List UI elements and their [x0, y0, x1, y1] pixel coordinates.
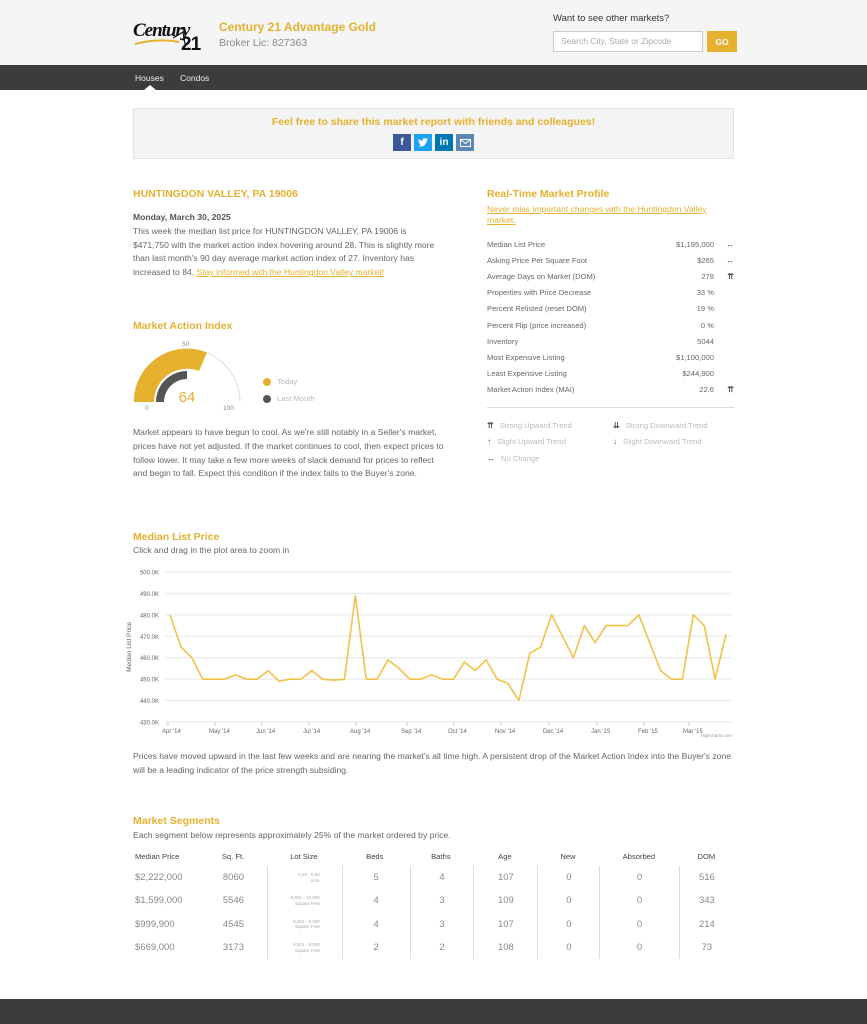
chart-title: Median List Price: [133, 531, 220, 543]
profile-label: Market Action Index (MAI): [487, 385, 575, 395]
x-tick-label: Aug '14: [350, 729, 371, 735]
column-header: Age: [498, 852, 512, 861]
lot-unit: acre: [310, 877, 320, 883]
share-box: [133, 108, 734, 159]
mai-title: Market Action Index: [133, 320, 233, 332]
profile-value: 278: [701, 271, 714, 281]
svg-text:21: 21: [181, 34, 201, 52]
mai-description: Market appears to have begun to cool. As we're still notably in a Seller's market, prices have not yet adjusted. If the market continues to cool, then expect prices to follow lower. It may take a few more weeks of slack demand for prices to reflect and begin to fall. Expect this condition if the index falls to the Buyer's zone.: [133, 427, 444, 479]
cell-sqft: 8060: [222, 872, 245, 884]
profile-row: [487, 349, 734, 365]
cell-new: 0: [537, 866, 599, 889]
gauge-min: 0: [145, 405, 149, 412]
lot-size-cell: [267, 936, 341, 959]
cell-age: 108: [473, 936, 537, 959]
go-button[interactable]: GO: [707, 31, 737, 52]
search-input[interactable]: Search City, State or Zipcode: [553, 31, 703, 52]
y-tick-label: 450.0K: [139, 677, 159, 684]
y-tick-label: 440.0K: [139, 699, 159, 706]
share-message: Feel free to share this market report with friends and colleagues!: [271, 116, 596, 128]
y-tick-label: 480.0K: [139, 613, 159, 620]
gauge-mid: 50: [182, 341, 190, 348]
profile-label: Asking Price Per Square Foot: [487, 255, 588, 265]
profile-label: Median List Price: [487, 239, 546, 249]
trend-symbol-icon: ⇊: [613, 421, 620, 430]
active-tab-indicator: [144, 85, 156, 90]
profile-row: [487, 366, 734, 382]
cell-baths: 3: [410, 889, 474, 912]
profile-label: Average Days on Market (DOM): [487, 271, 596, 281]
today-dot: [263, 378, 271, 386]
column-header: Baths: [431, 852, 451, 861]
trend-symbol-icon: ↓: [613, 437, 617, 446]
cell-baths: 3: [410, 913, 474, 936]
profile-value: 0 %: [700, 320, 714, 330]
profile-value: 33 %: [696, 288, 714, 298]
cell-price: $999,900: [135, 918, 175, 930]
cell-new: 0: [537, 936, 599, 959]
cell-absorbed: 0: [599, 936, 678, 959]
profile-label: Least Expensive Listing: [487, 369, 567, 379]
lot-range: 6,501 - 8,000: [293, 942, 320, 948]
y-axis-label: Median List Price: [126, 622, 133, 672]
cell-price: $2,222,000: [135, 872, 183, 884]
chart-subtitle: Click and drag in the plot area to zoom in: [133, 545, 290, 555]
trend-legend-item: [487, 437, 566, 446]
cell-age: 107: [473, 913, 537, 936]
x-tick-label: Mar '15: [683, 729, 703, 735]
trend-icon: ↔: [726, 255, 734, 265]
chart-footnote: Prices have moved upward in the last few weeks and are nearing the market's all time high. A persistent drop of the Market Action Index into the Buyer's zone will be a leading indicator of the price strength subsiding.: [133, 751, 732, 775]
x-tick-label: Sep '14: [401, 729, 422, 735]
trend-legend-item: [487, 454, 539, 463]
cell-dom: 516: [679, 866, 734, 889]
cell-sqft: 5546: [222, 895, 245, 907]
y-tick-label: 430.0K: [139, 720, 159, 727]
lot-size-cell: [267, 889, 341, 912]
profile-row: [487, 333, 734, 349]
trend-symbol-icon: ↔: [487, 454, 495, 463]
x-tick-label: Feb '15: [638, 729, 658, 735]
trend-legend-label: No Change: [501, 454, 540, 463]
report-date: Monday, March 30, 2025: [133, 212, 231, 222]
cell-dom: 343: [679, 889, 734, 912]
cell-new: 0: [537, 913, 599, 936]
cell-dom: 214: [679, 913, 734, 936]
trend-legend-label: Strong Upward Trend: [499, 421, 572, 430]
y-tick-label: 470.0K: [139, 634, 159, 641]
segments-header-row: [133, 852, 734, 866]
column-header: Beds: [366, 852, 384, 861]
legend-today-label: Today: [277, 377, 298, 386]
lot-unit: Square Feet: [294, 900, 320, 906]
segments-subtitle: Each segment below represents approximately 25% of the market ordered by price.: [133, 830, 451, 840]
y-tick-label: 500.0K: [139, 570, 159, 577]
mai-gauge: [126, 336, 250, 416]
chart-credit: Highcharts.com: [700, 733, 732, 738]
profile-value: $1,100,000: [675, 352, 714, 362]
cell-dom: 73: [679, 936, 734, 959]
profile-value: $244,900: [682, 369, 714, 379]
century21-logo[interactable]: [133, 14, 207, 52]
tab-condos[interactable]: Condos: [180, 73, 210, 83]
tab-houses[interactable]: Houses: [135, 73, 164, 83]
svg-text:Century: Century: [133, 20, 190, 41]
profile-value: 22.6: [699, 385, 714, 395]
profile-row: [487, 301, 734, 317]
footer: [0, 999, 867, 1024]
x-tick-label: Nov '14: [495, 729, 516, 735]
cell-new: 0: [537, 889, 599, 912]
profile-label: Percent Flip (price increased): [487, 320, 587, 330]
never-miss-link[interactable]: Never miss important changes with the Huntingdon Valley market.: [487, 204, 707, 225]
profile-title: Real-Time Market Profile: [487, 188, 610, 200]
lot-range: 8,001 - 10,000: [290, 895, 320, 901]
profile-link-wrap: [487, 204, 734, 226]
cell-price: $669,000: [135, 942, 175, 954]
cell-baths: 2: [410, 936, 474, 959]
x-tick-label: Jan '15: [591, 729, 611, 735]
facebook-icon[interactable]: f: [393, 134, 411, 151]
cell-absorbed: 0: [599, 866, 678, 889]
header: [0, 0, 867, 65]
column-header: DOM: [697, 852, 716, 861]
gauge-today-arc: [134, 349, 207, 402]
gauge-max: 100: [223, 405, 234, 412]
profile-label: Percent Relisted (reset DOM): [487, 304, 587, 314]
cell-sqft: 3173: [222, 942, 245, 954]
lot-unit: Square Feet: [294, 924, 320, 930]
trend-legend-label: Strong Downward Trend: [625, 421, 708, 430]
trend-symbol-icon: ↑: [487, 437, 491, 446]
profile-label: Properties with Price Decrease: [487, 288, 592, 298]
search-question: Want to see other markets?: [553, 13, 670, 24]
trend-legend-item: [613, 421, 708, 430]
cell-beds: 2: [342, 936, 410, 959]
column-header: New: [560, 852, 576, 861]
y-tick-label: 460.0K: [139, 656, 159, 663]
brand-block: [219, 20, 376, 49]
segments-title: Market Segments: [133, 815, 220, 827]
profile-row: [487, 382, 734, 398]
gauge-value: 64: [178, 389, 196, 406]
table-row: [133, 913, 734, 936]
twitter-icon[interactable]: [414, 134, 432, 151]
lot-range: 0.25 - 0.50: [298, 872, 320, 878]
market-summary: [133, 211, 443, 280]
segments-table: [133, 852, 734, 959]
last-month-dot: [263, 395, 271, 403]
cell-absorbed: 0: [599, 889, 678, 912]
trend-icon: ⇈: [727, 271, 734, 281]
market-profile-table: [487, 236, 734, 398]
cell-beds: 4: [342, 889, 410, 912]
price-series-line: [170, 596, 726, 701]
lot-range: 6,501 - 8,000: [293, 918, 320, 924]
trend-legend-item: [613, 437, 702, 446]
x-tick-label: Apr '14: [162, 729, 181, 735]
cell-beds: 4: [342, 913, 410, 936]
x-tick-label: Dec '14: [543, 729, 564, 735]
y-tick-label: 490.0K: [139, 591, 159, 598]
location-title: HUNTINGDON VALLEY, PA 19006: [133, 188, 298, 200]
cell-baths: 4: [410, 866, 474, 889]
column-header: Absorbed: [622, 852, 656, 861]
profile-value: $265: [697, 255, 714, 265]
profile-row: [487, 236, 734, 252]
x-tick-label: Jun '14: [256, 729, 276, 735]
median-price-chart[interactable]: [120, 562, 740, 742]
trend-legend-label: Slight Upward Trend: [497, 437, 566, 446]
segments-body: [133, 866, 734, 959]
cell-price: $1,599,000: [135, 895, 183, 907]
profile-row: [487, 268, 734, 284]
x-tick-label: May '14: [209, 729, 230, 735]
lot-unit: Square Feet: [294, 947, 320, 953]
summary-text: This week the median list price for HUNTINGDON VALLEY, PA 19006 is $471,750 with the market action index hovering around 28. This is slightly more than last month's 90 day average market action index of 27. Inventory has increased to 84.: [133, 225, 435, 278]
trend-symbol-icon: ⇈: [487, 421, 494, 430]
cell-age: 109: [473, 889, 537, 912]
email-icon[interactable]: [456, 134, 474, 151]
stay-informed-link[interactable]: Stay informed with the Huntingdon Valley market!: [196, 267, 385, 278]
market-search: [553, 13, 737, 52]
trend-icon: ⇈: [727, 385, 734, 395]
trend-legend-label: Slight Downward Trend: [623, 437, 702, 446]
share-icons: [134, 134, 733, 151]
x-tick-label: Oct '14: [448, 729, 467, 735]
column-header: Median Price: [135, 852, 180, 861]
profile-divider: [487, 407, 734, 408]
profile-label: Most Expensive Listing: [487, 352, 565, 362]
profile-value: $1,195,000: [675, 239, 714, 249]
profile-row: [487, 285, 734, 301]
table-row: [133, 936, 734, 959]
legend-last-month: [263, 394, 315, 403]
table-row: [133, 866, 734, 889]
profile-row: [487, 317, 734, 333]
x-tick-label: Jul '14: [303, 729, 321, 735]
trend-icon: ↔: [726, 239, 734, 249]
cell-beds: 5: [342, 866, 410, 889]
profile-value: 19 %: [696, 304, 714, 314]
table-row: [133, 889, 734, 912]
linkedin-icon[interactable]: in: [435, 134, 453, 151]
nav-bar: [0, 65, 867, 90]
cell-absorbed: 0: [599, 913, 678, 936]
profile-row: [487, 252, 734, 268]
broker-license: Broker Lic: 827363: [219, 37, 308, 49]
column-header: Lot Size: [290, 852, 318, 861]
cell-age: 107: [473, 866, 537, 889]
trend-legend-item: [487, 421, 572, 430]
lot-size-cell: [267, 913, 341, 936]
cell-sqft: 4545: [222, 918, 245, 930]
profile-label: Inventory: [487, 336, 519, 346]
legend-today: [263, 377, 297, 386]
column-header: Sq. Ft.: [221, 852, 245, 861]
legend-last-month-label: Last Month: [277, 394, 315, 403]
lot-size-cell: [267, 866, 341, 889]
brand-name: Century 21 Advantage Gold: [219, 20, 376, 34]
profile-value: 5044: [697, 336, 714, 346]
